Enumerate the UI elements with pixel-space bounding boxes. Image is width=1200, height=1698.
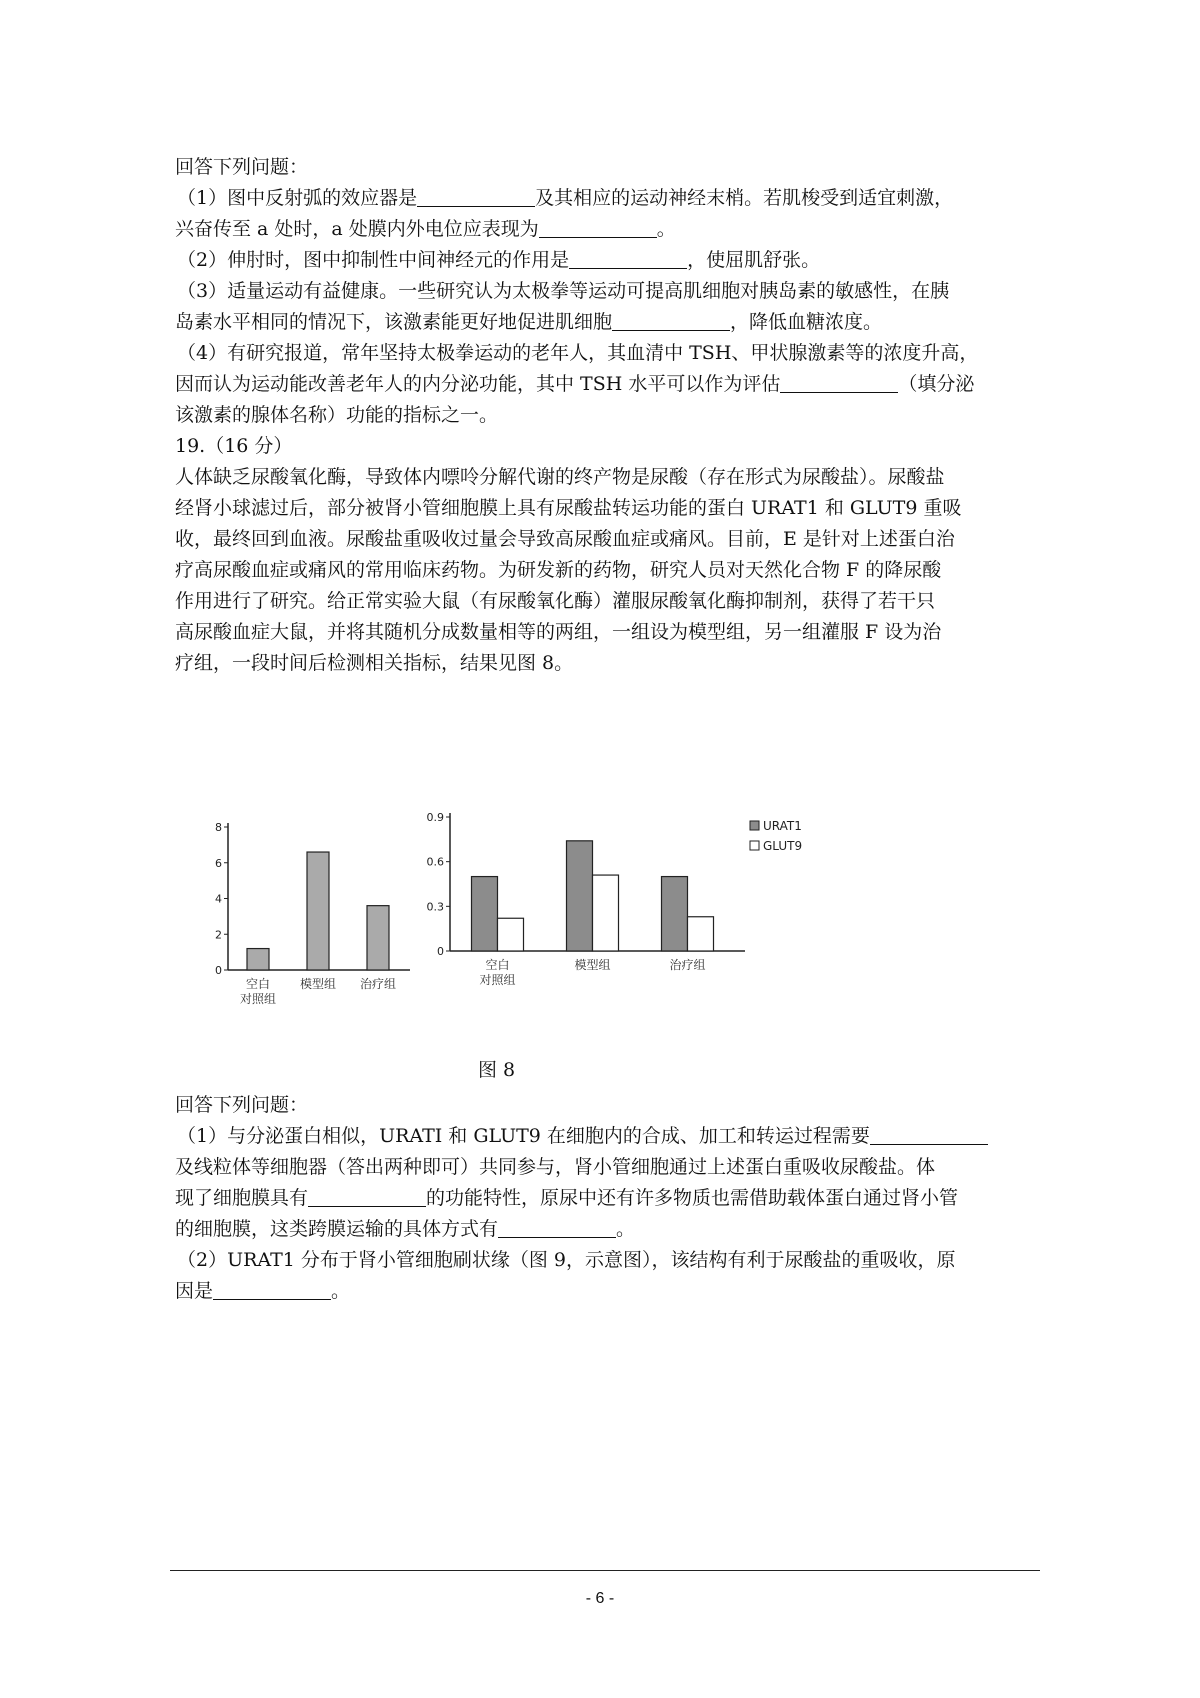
q19-header: 19.（16 分） [175,435,293,457]
y-tick-label: 0.9 [426,811,444,824]
x-tick-label: 模型组 [299,977,337,991]
q4-line1: （4）有研究报道，常年坚持太极拳运动的老年人，其血清中 TSH、甲状腺激素等的浓度升高， [177,342,979,364]
q4-blank[interactable] [780,370,898,393]
q1-blank-2[interactable] [539,215,657,238]
q1-line2 [175,214,1040,245]
legend-swatch [750,821,759,830]
q19-paragraph-line: 作用进行了研究。给正常实验大鼠（有尿酸氧化酶）灌服尿酸氧化酶抑制剂，获得了若干只 [175,590,936,612]
x-tick-label: 空白 [485,958,510,972]
y-tick-label: 2 [215,928,222,942]
figure-caption: 图 8 [478,1059,516,1081]
x-tick-label: 对照组 [239,992,277,1006]
footer-rule [170,1570,1040,1571]
y-tick-label: 0.3 [426,900,444,914]
urat1-glut9-bar-chart [420,805,840,1040]
a1-blank-3[interactable] [498,1215,616,1238]
q4-text-b: 因而认为运动能改善老年人的内分泌功能，其中 TSH 水平可以作为评估 [175,373,781,395]
a2-line2 [175,1276,1045,1307]
a1-blank-1[interactable] [870,1122,988,1145]
a1-blank-2[interactable] [308,1184,426,1207]
q2-line [175,245,1040,276]
page-number: - 6 - [585,1590,615,1607]
a2-text-c: 。 [331,1280,351,1302]
a1-line4 [175,1214,1045,1245]
x-tick-label: 治疗组 [669,958,706,972]
a1-line2: 及线粒体等细胞器（答出两种即可）共同参与，肾小管细胞通过上述蛋白重吸收尿酸盐。体 [175,1156,936,1178]
y-tick-label: 0 [437,945,444,958]
answer-heading-2: 回答下列问题： [175,1094,309,1116]
question-19-answers [175,1090,1045,1307]
y-tick-label: 4 [215,892,222,906]
q19-paragraph-line: 人体缺乏尿酸氧化酶，导致体内嘌呤分解代谢的终产物是尿酸（存在形式为尿酸盐）。尿酸盐 [175,466,945,488]
q19-paragraph-line: 收，最终回到血液。尿酸盐重吸收过量会导致高尿酸血症或痛风。目前，E 是针对上述蛋白治 [175,528,955,550]
q19-paragraph-line: 疗高尿酸血症或痛风的常用临床药物。为研发新的药物，研究人员对天然化合物 F 的降尿酸 [175,559,942,581]
q3-line2 [175,307,1040,338]
a1-line1 [175,1121,1045,1152]
q19-paragraph-line: 经肾小球滤过后，部分被肾小管细胞膜上具有尿酸盐转运功能的蛋白 URAT1 和 GLUT9 重吸 [175,497,962,519]
bar [662,877,688,951]
figure-8 [170,805,840,1040]
q2-blank[interactable] [569,246,687,269]
q1-blank-1[interactable] [417,184,535,207]
q1-text-a: （1）图中反射弧的效应器是 [177,187,418,209]
bar [307,852,329,970]
a2-text-b: 因是 [175,1280,214,1302]
q1-text-c: 兴奋传至 a 处时，a 处膜内外电位应表现为 [175,218,539,240]
q19-paragraph-line: 疗组，一段时间后检测相关指标，结果见图 8。 [175,652,574,674]
q19-paragraph-line: 高尿酸血症大鼠，并将其随机分成数量相等的两组，一组设为模型组，另一组灌服 F 设为治 [175,621,942,643]
a1-text-a: （1）与分泌蛋白相似，URATI 和 GLUT9 在细胞内的合成、加工和转运过程需要 [177,1125,870,1147]
bar [367,906,389,970]
y-tick-label: 8 [215,821,222,834]
legend-label: URAT1 [763,819,802,833]
a1-text-f: 。 [616,1218,636,1240]
bar [593,875,619,951]
uric-acid-bar-chart [170,805,420,1040]
q4-line2 [175,369,1040,400]
q2-text-a: （2）伸肘时，图中抑制性中间神经元的作用是 [177,249,570,271]
question-18-block [175,152,1040,679]
bar [247,949,269,970]
q4-text-c: （填分泌 [898,373,975,395]
a2-line1: （2）URAT1 分布于肾小管细胞刷状缘（图 9，示意图），该结构有利于尿酸盐的重吸收，原 [177,1249,956,1271]
answer-heading: 回答下列问题： [175,156,309,178]
x-tick-label: 治疗组 [359,977,397,991]
x-tick-label: 模型组 [574,958,611,972]
q1-text-d: 。 [656,218,676,240]
bar [498,918,524,951]
x-tick-label: 对照组 [479,973,516,987]
a2-blank[interactable] [213,1277,331,1300]
bar [567,841,593,951]
q3-text-b: 岛素水平相同的情况下，该激素能更好地促进肌细胞 [175,311,613,333]
q3-blank[interactable] [612,308,730,331]
q2-text-b: ，使屈肌舒张。 [687,249,821,271]
legend-swatch [750,841,759,850]
q1-line1 [175,183,1040,214]
a1-line3 [175,1183,1045,1214]
q3-line1: （3）适量运动有益健康。一些研究认为太极拳等运动可提高肌细胞对胰岛素的敏感性，在胰 [177,280,950,302]
a1-text-c: 现了细胞膜具有 [175,1187,309,1209]
x-tick-label: 空白 [245,977,271,991]
y-tick-label: 0.6 [426,855,444,869]
q1-text-b: 及其相应的运动神经末梢。若肌梭受到适宜刺激， [535,187,954,209]
y-tick-label: 6 [215,856,222,870]
legend-label: GLUT9 [763,839,803,853]
bar [472,877,498,951]
a1-text-e: 的细胞膜，这类跨膜运输的具体方式有 [175,1218,499,1240]
y-tick-label: 0 [215,964,222,977]
q3-text-c: ，降低血糖浓度。 [730,311,883,333]
bar [688,917,714,951]
a1-text-d: 的功能特性，原尿中还有许多物质也需借助载体蛋白通过肾小管 [426,1187,959,1209]
q4-line3: 该激素的腺体名称）功能的指标之一。 [175,404,499,426]
